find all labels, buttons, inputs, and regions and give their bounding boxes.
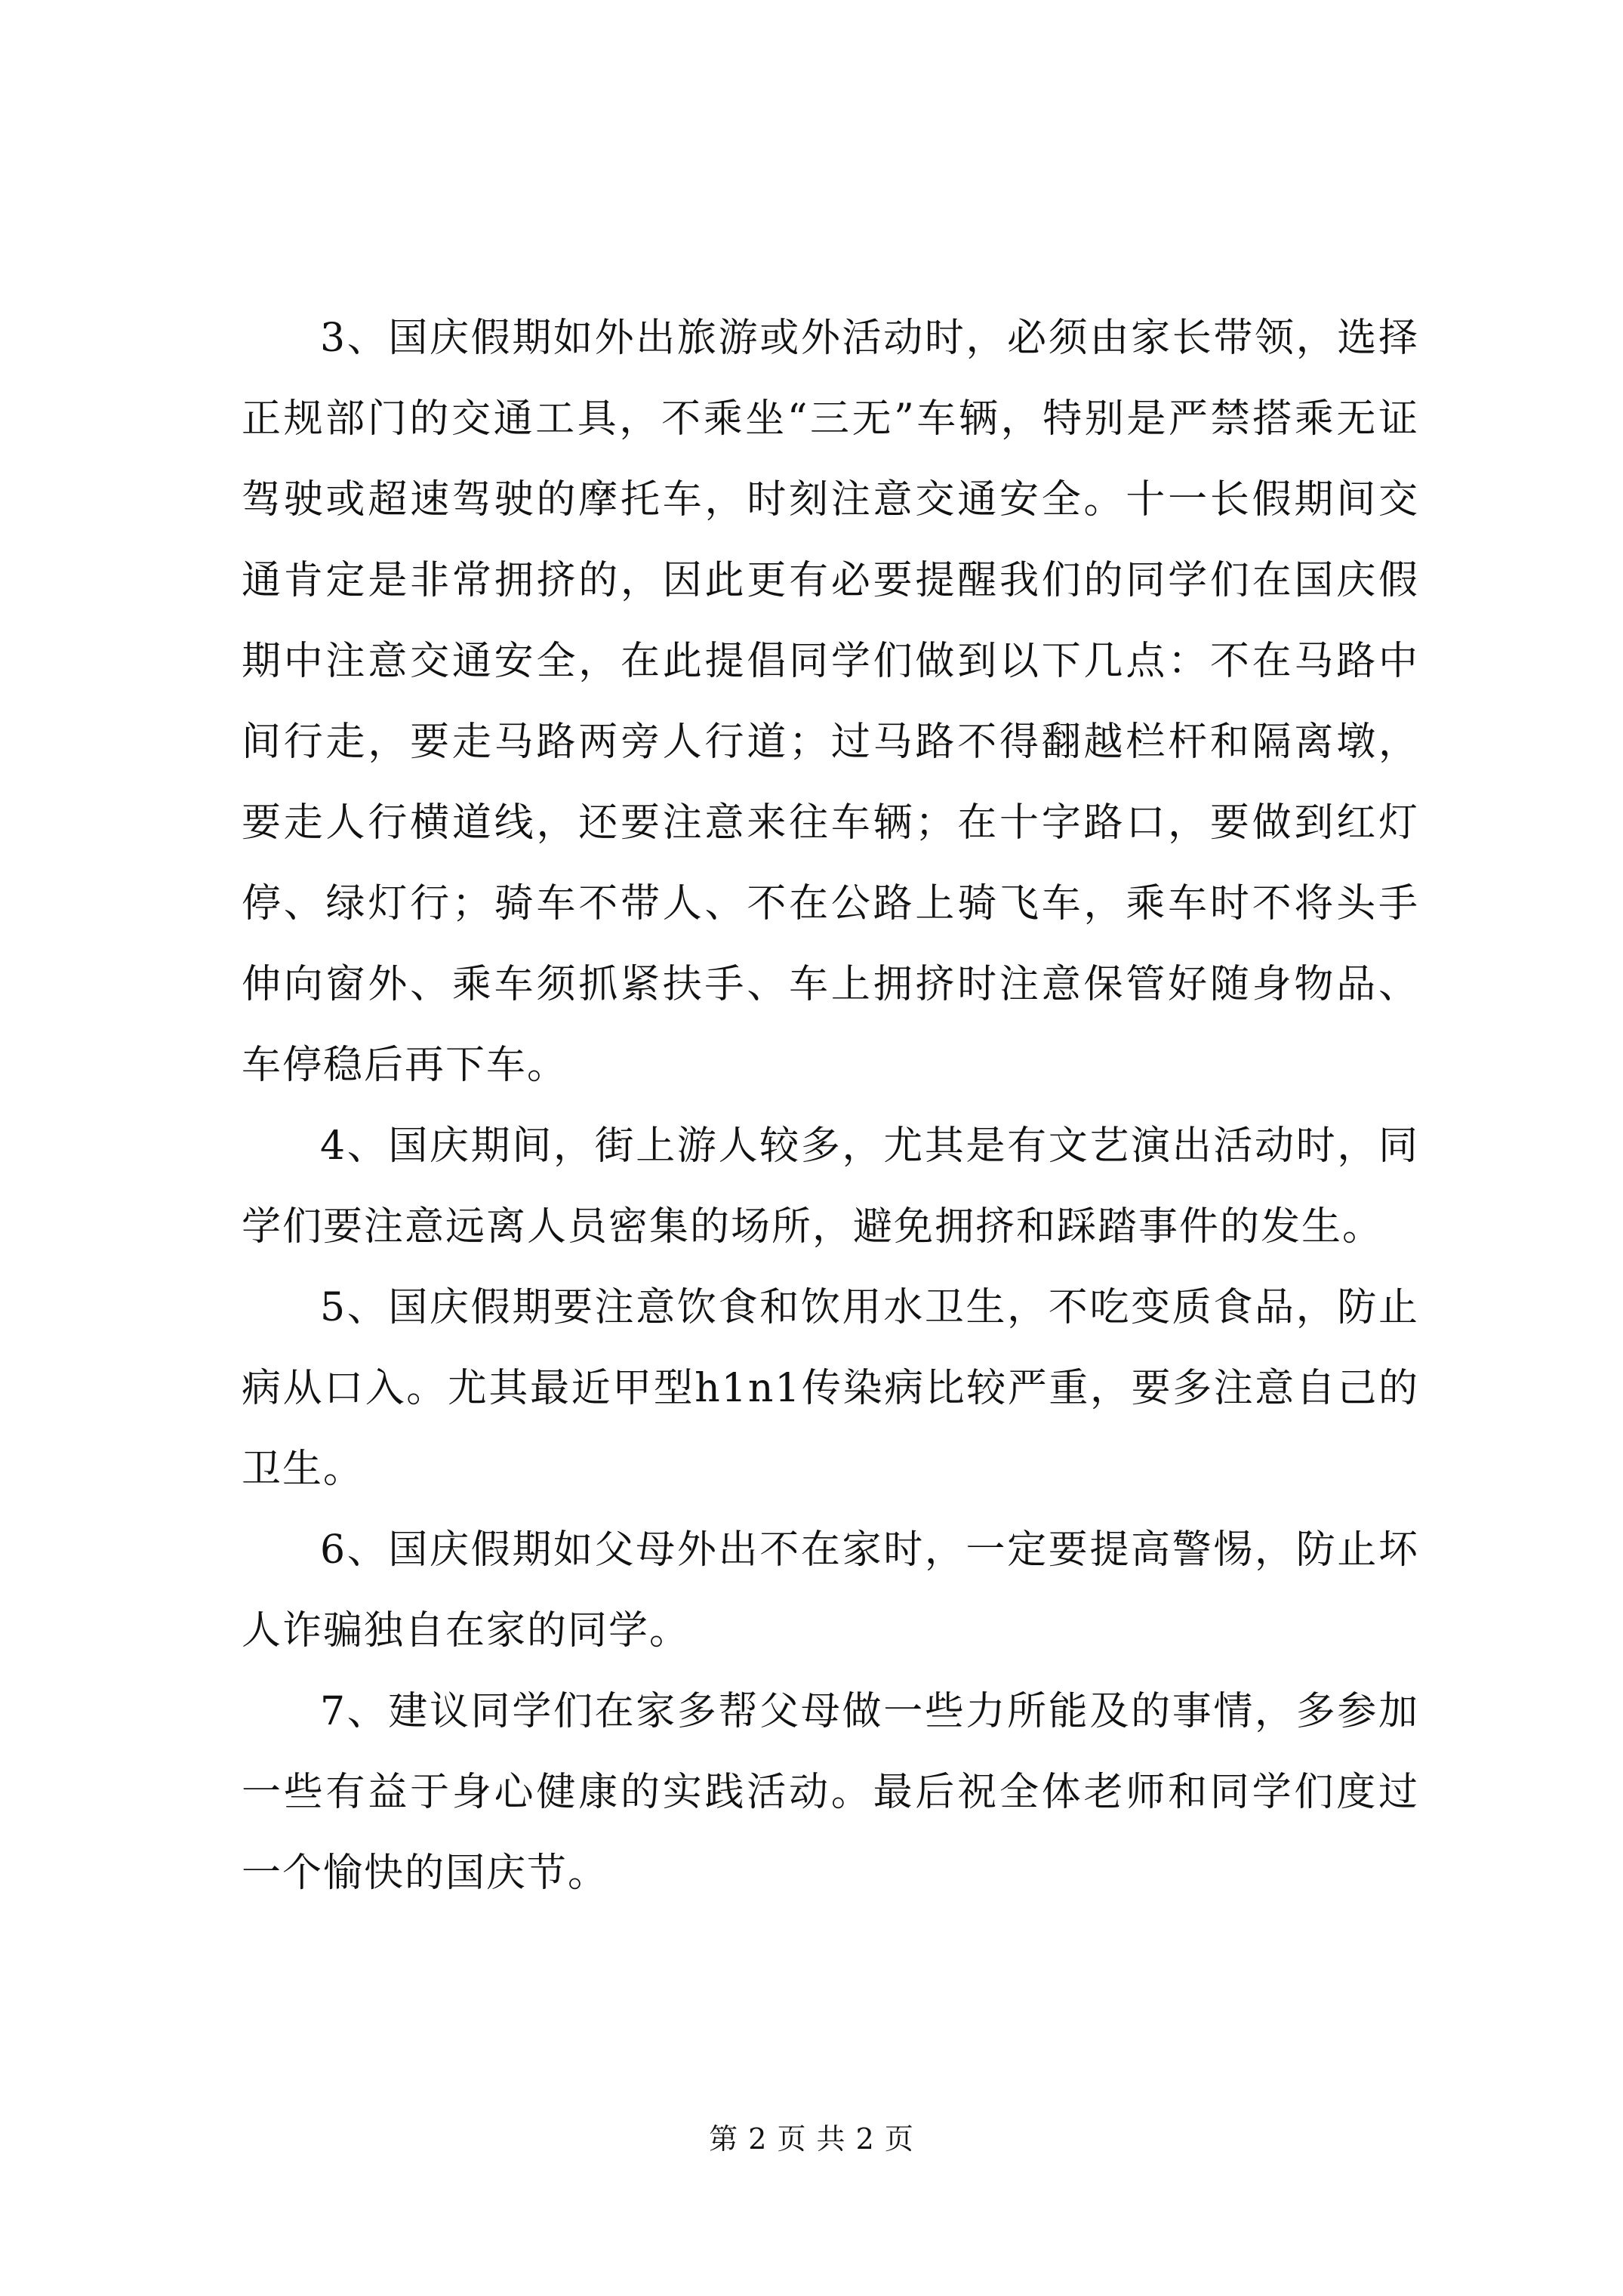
- paragraph-item-7: 7、建议同学们在家多帮父母做一些力所能及的事情，多参加一些有益于身心健康的实践活动。最后祝全体老师和同学们度过一个愉快的国庆节。: [242, 1689, 1419, 1896]
- page-footer: 第 2 页 共 2 页: [709, 2122, 914, 2156]
- paragraph-item-4: 4、国庆期间，街上游人较多，尤其是有文艺演出活动时，同学们要注意远离人员密集的场所，避免拥挤和踩踏事件的发生。: [242, 1123, 1419, 1250]
- paragraph-item-3: 3、国庆假期如外出旅游或外活动时，必须由家长带领，选择正规部门的交通工具，不乘坐“三无”车辆，特别是严禁搭乘无证驾驶或超速驾驶的摩托车，时刻注意交通安全。十一长假期间交通肯定是非常拥挤的，因此更有必要提醒我们的同学们在国庆假期中注意交通安全，在此提倡同学们做到以下几点：不在马路中间行走，要走马路两旁人行道；过马路不得翻越栏杆和隔离墩，要走人行横道线，还要注意来往车辆；在十字路口，要做到红灯停、绿灯行；骑车不带人、不在公路上骑飞车，乘车时不将头手伸向窗外、乘车须抓紧扶手、车上拥挤时注意保管好随身物品、车停稳后再下车。: [242, 316, 1419, 1088]
- document-body: [242, 298, 1419, 1914]
- paragraph-item-6: 6、国庆假期如父母外出不在家时，一定要提高警惕，防止坏人诈骗独自在家的同学。: [242, 1527, 1419, 1653]
- paragraph-item-5: 5、国庆假期要注意饮食和饮用水卫生，不吃变质食品，防止病从口入。尤其最近甲型h1n1传染病比较严重，要多注意自己的卫生。: [242, 1285, 1419, 1492]
